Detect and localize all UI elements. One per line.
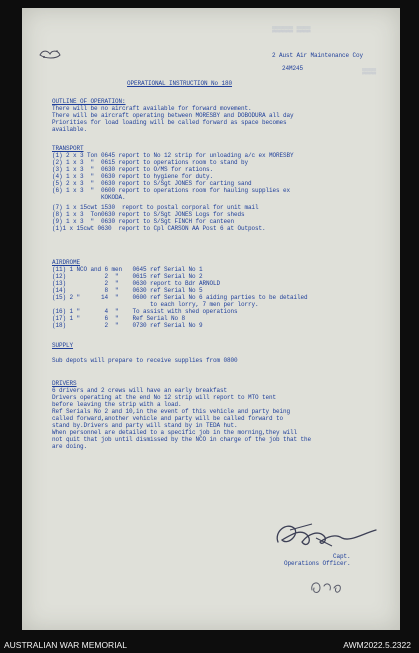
drivers-line-3: before leaving the strip with a load. [52,401,182,408]
transport-line-5: (5) 2 x 3 " 0630 report to S/Sgt JONES for carting sand [52,180,252,187]
signatory-rank: Capt. [333,553,351,560]
drivers-heading: DRIVERS [52,380,77,387]
drivers-line-1: 6 drivers and 2 crews will have an early breakfast [52,387,228,394]
transport-line-2: (2) 1 x 3 " 0615 report to operations room to stand by [52,159,249,166]
airdrome-line-4: (14) 8 " 0630 ref Serial No 5 [52,287,203,294]
handwritten-initials-icon [308,576,348,602]
transport-line-10: (9) 1 x 3 " 0630 report to S/Sgt FINCH for canteen [52,218,235,225]
footer-catalogue-number: AWM2022.5.2322 [343,640,411,650]
airdrome-line-6: to each lorry, 7 men per lorry. [52,301,259,308]
outline-line-2: There will be aircraft operating between MORESBY and DOBODURA all day [52,112,294,119]
transport-line-1: (1) 2 x 3 Ton 0645 report to No 12 strip for unloading a/c ex MORESBY [52,152,294,159]
airdrome-line-7: (16) 1 " 4 " To assist with shed operations [52,308,238,315]
transport-line-9: (8) 1 x 3 Ton0630 report to S/Sgt JONES Logs for sheds [52,211,245,218]
drivers-line-9: are doing. [52,443,88,450]
drivers-line-4: Ref Serials No 2 and 10,in the event of this vehicle and party being [52,408,291,415]
airdrome-line-9: (18) 2 " 0730 ref Serial No 9 [52,322,203,329]
outline-line-1: There will be no aircraft available for forward movement. [52,105,252,112]
transport-line-11: (1)1 x 15cwt 0630 report to Cpl CARSON AA Post 6 at Outpost. [52,225,266,232]
document-title: OPERATIONAL INSTRUCTION No 180 [127,80,233,87]
footer-archive-name: AUSTRALIAN WAR MEMORIAL [4,640,127,650]
transport-heading: TRANSPORT [52,145,84,152]
transport-line-7: KOKODA. [52,194,126,201]
airdrome-line-5: (15) 2 " 14 " 0600 ref Serial No 6 aiding parties to be detailed [52,294,308,301]
signatory-role: Operations Officer. [284,560,351,567]
airdrome-line-1: (11) 1 NCO and 6 men 0645 ref Serial No 1 [52,266,203,273]
document-page [22,8,400,630]
outline-line-4: available. [52,126,88,133]
drivers-line-8: not quit that job until dismissed by the NCO in charge of the job that the [52,436,312,443]
document-date: 24M245 [282,65,304,72]
drivers-line-5: called forward,another vehicle and party will be called forward to [52,415,284,422]
airdrome-line-8: (17) 1 " 6 " Ref Serial No 8 [52,315,186,322]
transport-line-3: (3) 1 x 3 " 0630 report to O/MS for rations. [52,166,214,173]
unit-name: 2 Aust Air Maintenance Coy [272,52,364,59]
transport-line-4: (4) 1 x 3 " 0630 report to hygiene for duty. [52,173,214,180]
transport-line-8: (7) 1 x 15cwt 1530 report to postal corporal for unit mail [52,204,259,211]
ink-blot-icon [38,46,62,65]
faint-bleed-text: ▒▒▒▒▒▒ ▒▒▒▒ [272,26,311,33]
supply-line-1: Sub depots will prepare to receive supplies from 0800 [52,357,238,364]
transport-line-6: (6) 1 x 3 " 0600 report to operations room for hauling supplies ex [52,187,291,194]
outline-heading: OUTLINE OF OPERATION: [52,98,126,105]
supply-heading: SUPPLY [52,342,74,349]
outline-line-3: Priorities for load loading will be called forward as space becomes [52,119,287,126]
drivers-line-2: Drivers operating at the end No 12 strip will report to MTO tent [52,394,277,401]
handwritten-signature-icon [272,512,382,566]
drivers-line-7: When personnel are detailed to a specific job in the morning,they will [52,429,298,436]
faint-bleed-text-2: ▒▒▒▒ [362,68,377,75]
airdrome-line-2: (12) 2 " 0615 ref Serial No 2 [52,273,203,280]
airdrome-heading: AIRDROME [52,259,81,266]
airdrome-line-3: (13) 2 " 0630 report to Bdr ARNOLD [52,280,221,287]
drivers-line-6: stand by.Drivers and party will stand by in TEDA hut. [52,422,238,429]
